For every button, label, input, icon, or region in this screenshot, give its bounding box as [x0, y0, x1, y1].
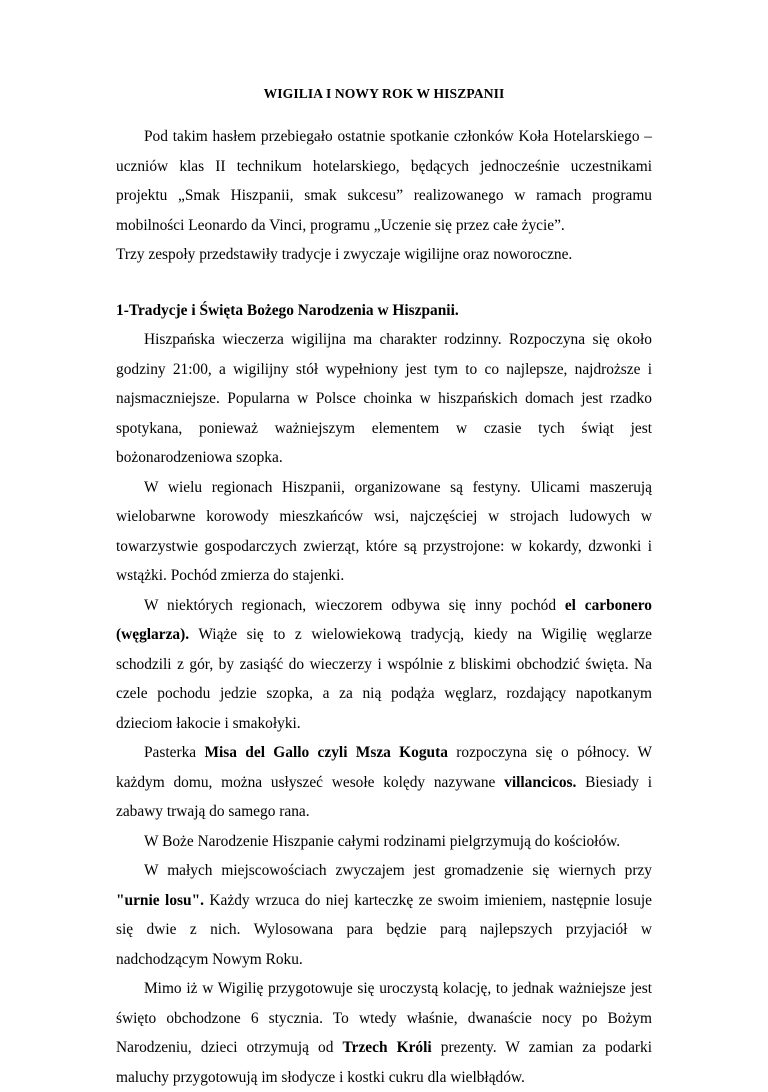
paragraph-wieczerza: Hiszpańska wieczerza wigilijna ma charakter rodzinny. Rozpoczyna się około godziny 21:00, a wigilijny stół wypełniony jest tym to co najlepsze, najdroższe i najsmaczniejsze. Popularna w Polsce choinka w hiszpańskich domach jest rzadko spotykana, ponieważ ważniejszym elementem w czasie tych świąt jest bożonarodzeniowa szopka. [116, 331, 652, 466]
text-span: rozpoczyna się o północy. W każdym domu, można usłyszeć wesołe kolędy nazywane [116, 744, 652, 791]
paragraph-pielgrzymki: W Boże Narodzenie Hiszpanie całymi rodzinami pielgrzymują do kościołów. [144, 832, 621, 850]
bold-term-trzech-kroli: Trzech Króli [342, 1039, 432, 1056]
bold-term-carbonero: el carbonero (węglarza). [116, 596, 652, 643]
bold-term-misa-del-gallo: Misa del Gallo czyli Msza Koguta [204, 744, 448, 761]
intro-paragraph: Pod takim hasłem przebiegało ostatnie spotkanie członków Koła Hotelarskiego – uczniów klas II technikum hotelarskiego, będących jednocześnie uczestnikami projektu „Smak Hiszpanii, smak sukcesu” realizowanego w ramach programu mobilności Leonardo da Vinci, programu „Uczenie się przez całe życie”. [116, 128, 652, 234]
text-span: W małych miejscowościach zwyczajem jest gromadzenie się wiernych przy [144, 862, 652, 879]
text-span: Wiąże się to z wielowiekową tradycją, kiedy na Wigilię węglarze schodzili z gór, by zasiąść do wieczerzy i wspólnie z bliskimi obchodzić święta. Na czele pochodu jedzie szopka, a za nią podąża węglarz, rozdający napotkanym dzieciom łakocie i smakołyki. [116, 626, 652, 732]
document-page [116, 86, 652, 1092]
bold-term-villancicos: villancicos. [504, 773, 577, 791]
paragraph-trzech-kroli [116, 974, 652, 1092]
section-heading: 1-Tradycje i Święta Bożego Narodzenia w Hiszpanii. [116, 301, 459, 319]
document-title: WIGILIA I NOWY ROK W HISZPANII [263, 86, 505, 101]
paragraph-pasterka [116, 738, 652, 827]
bold-term-urna-losu: "urnie losu". [116, 891, 204, 909]
text-span: Biesiady i zabawy trwają do samego rana. [116, 773, 652, 820]
text-span: Pasterka [144, 744, 205, 761]
text-span: Każdy wrzuca do niej karteczkę ze swoim imieniem, następnie losuje się dwie z nich. Wylosowana para będzie parą najlepszych przyjaciół w nadchodzącym Nowym Roku. [116, 891, 652, 968]
text-span: prezenty. W zamian za podarki maluchy przygotowują im słodycze i kostki cukru dla wielbłądów. [116, 1039, 653, 1086]
text-span: W niektórych regionach, wieczorem odbywa się inny pochód [144, 596, 565, 614]
intro-line: Trzy zespoły przedstawiły tradycje i zwyczaje wigilijne oraz noworoczne. [116, 246, 573, 263]
paragraph-urna-losu [116, 856, 652, 974]
paragraph-festyny: W wielu regionach Hiszpanii, organizowane są festyny. Ulicami maszerują wielobarwne korowody mieszkańców wsi, najczęściej w strojach ludowych w towarzystwie gospodarczych zwierząt, które są przystrojone: w kokardy, dzwonki i wstążki. Pochód zmierza do stajenki. [116, 478, 652, 584]
text-span: Mimo iż w Wigilię przygotowuje się uroczystą kolację, to jednak ważniejsze jest święto obchodzone 6 stycznia. To wtedy właśnie, dwanaście nocy po Bożym Narodzeniu, dzieci otrzymują od [116, 980, 652, 1056]
paragraph-carbonero [116, 591, 652, 739]
